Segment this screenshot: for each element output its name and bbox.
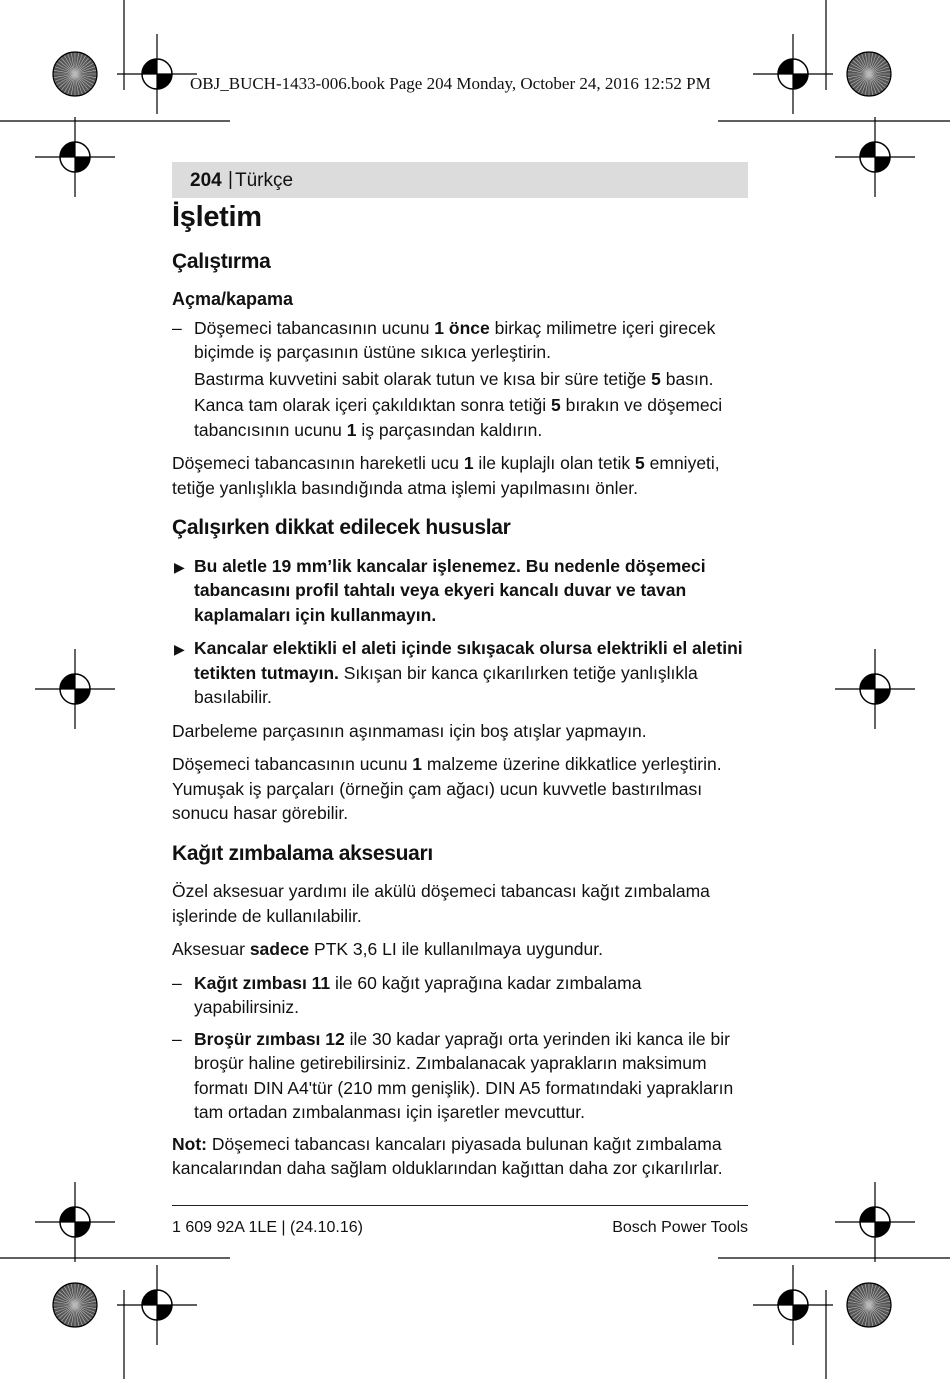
page-number: 204 (190, 170, 222, 191)
section-heading-paper-stapling: Kağıt zımbalama aksesuarı (172, 841, 433, 865)
text: birkaç milimetre içeri girecek biçimde iş parçasının üstüne sıkıca yerleştirin. (194, 317, 716, 362)
text: Döşemeci tabancasının ucunu (194, 317, 435, 338)
text: ile 30 kadar yaprağı orta yerinden iki kanca ile bir broşür haline getirebilirsiniz. Zımbalanacak yaprakların maksimum formatı DIN A4'tür (210 mm genişlik). DIN A5 formatındaki yaprakların tam ortadan zımbalanması için işaretler mevcuttur. (194, 1028, 734, 1122)
color-wheel-icon (53, 1283, 97, 1327)
text: Döşemeci tabancasının hareketli ucu (172, 453, 464, 473)
paragraph (172, 752, 748, 826)
section-heading-precautions: Çalışırken dikkat edilecek hususlar (172, 516, 511, 539)
text: Kanca tam olarak içeri çakıldıktan sonra tetiği (194, 395, 551, 415)
dash-marker: – (172, 317, 182, 338)
triangle-bullet-icon: ▶ (174, 641, 185, 657)
registration-target-icon (835, 1182, 915, 1262)
color-wheel-icon (53, 52, 97, 96)
list-continuation (172, 393, 748, 442)
text: Bastırma kuvvetini sabit olarak tutun ve kısa bir süre tetiğe (194, 368, 652, 389)
text: ile kuplajlı olan tetik (473, 453, 636, 473)
color-wheel-icon (847, 1283, 891, 1327)
bold-text: 1 (463, 453, 474, 473)
footer-doc-id: 1 609 92A 1LE | (24.10.16) (172, 1218, 363, 1236)
dash-marker: – (172, 1028, 182, 1049)
page-header-bar (172, 162, 748, 198)
text: iş parçasından kaldırın. (356, 419, 543, 440)
text: Döşemeci tabancası kancaları piyasada bulunan kağıt zımbalama kancalarından daha sağlam olduklarından kağıttan daha zor çıkarılırlar. (172, 1133, 723, 1178)
header-separator: | (228, 169, 233, 190)
bold-text: sadece (249, 939, 310, 959)
warning-item (172, 554, 748, 628)
bold-text: Kancalar elektikli el aleti içinde sıkışacak olursa elektrikli el aletini tetikten tutmayın. (194, 638, 743, 683)
list-item (172, 316, 748, 365)
text: emniyeti, tetiğe yanlışlıkla basındığında atma işlemi yapılmasını önler. (172, 453, 720, 498)
text: basın. (660, 368, 714, 389)
text: Döşemeci tabancasının ucunu (172, 754, 413, 774)
warning-item (172, 636, 748, 710)
registration-target-icon (117, 1265, 197, 1345)
note-paragraph (172, 1132, 748, 1181)
registration-target-icon (753, 1265, 833, 1345)
paragraph: Darbeleme parçasının aşınmaması için boş atışlar yapmayın. (172, 720, 647, 741)
bold-text: 1 önce (434, 317, 490, 338)
text: ile 60 kağıt yaprağına kadar zımbalama yapabilirsiniz. (194, 972, 642, 1017)
footer-divider (172, 1205, 748, 1206)
registration-target-icon (117, 34, 197, 114)
registration-target-icon (835, 117, 915, 197)
bold-text: 1 (346, 419, 357, 440)
bold-text: 5 (635, 453, 645, 473)
paragraph (172, 937, 748, 962)
paragraph (172, 451, 748, 500)
triangle-bullet-icon: ▶ (174, 558, 185, 575)
list-item (172, 1027, 748, 1125)
footer-brand: Bosch Power Tools (612, 1218, 748, 1236)
note-label: Not: (172, 1133, 207, 1154)
bold-text: 1 (412, 754, 423, 774)
color-wheel-icon (847, 52, 891, 96)
list-item (172, 971, 748, 1020)
page-content (172, 201, 748, 1236)
text: bırakın ve döşemeci tabancısının ucunu (194, 395, 723, 440)
bold-text: 5 (550, 395, 561, 415)
list-continuation (172, 367, 748, 392)
bold-text: 5 (651, 368, 661, 389)
registration-target-icon (35, 117, 115, 197)
registration-target-icon (35, 649, 115, 729)
page-title: İşletim (172, 201, 262, 233)
bold-text: Bu aletle 19 mm’lik kancalar işlenemez. Bu nedenle döşemeci tabancasını profil tahtalı veya ekyeri kancalı duvar ve tavan kaplamaları için kullanmayın. (194, 555, 706, 625)
bold-text: Broşür zımbası 12 (194, 1028, 345, 1049)
registration-target-icon (835, 649, 915, 729)
page-footer (172, 1216, 748, 1236)
text: Aksesuar (172, 939, 250, 959)
dash-marker: – (172, 972, 182, 993)
text: Sıkışan bir kanca çıkarılırken tetiğe yanlışlıkla basılabilir. (194, 662, 698, 707)
paragraph: Özel aksesuar yardımı ile akülü döşemeci tabancası kağıt zımbalama işlerinde de kullanılabilir. (172, 881, 710, 926)
text: malzeme üzerine dikkatlice yerleştirin. Yumuşak iş parçaları (örneğin çam ağacı) ucun kuvvetle bastırılması sonucu hasar görebilir. (172, 754, 722, 823)
book-header: OBJ_BUCH-1433-006.book Page 204 Monday, October 24, 2016 12:52 PM (190, 74, 711, 93)
bold-text: Kağıt zımbası 11 (194, 972, 331, 993)
text: PTK 3,6 LI ile kullanılmaya uygundur. (309, 939, 603, 959)
subheading-on-off: Açma/kapama (172, 289, 294, 309)
registration-target-icon (35, 1182, 115, 1262)
section-heading-operation: Çalıştırma (172, 249, 271, 273)
header-language: Türkçe (235, 170, 294, 191)
